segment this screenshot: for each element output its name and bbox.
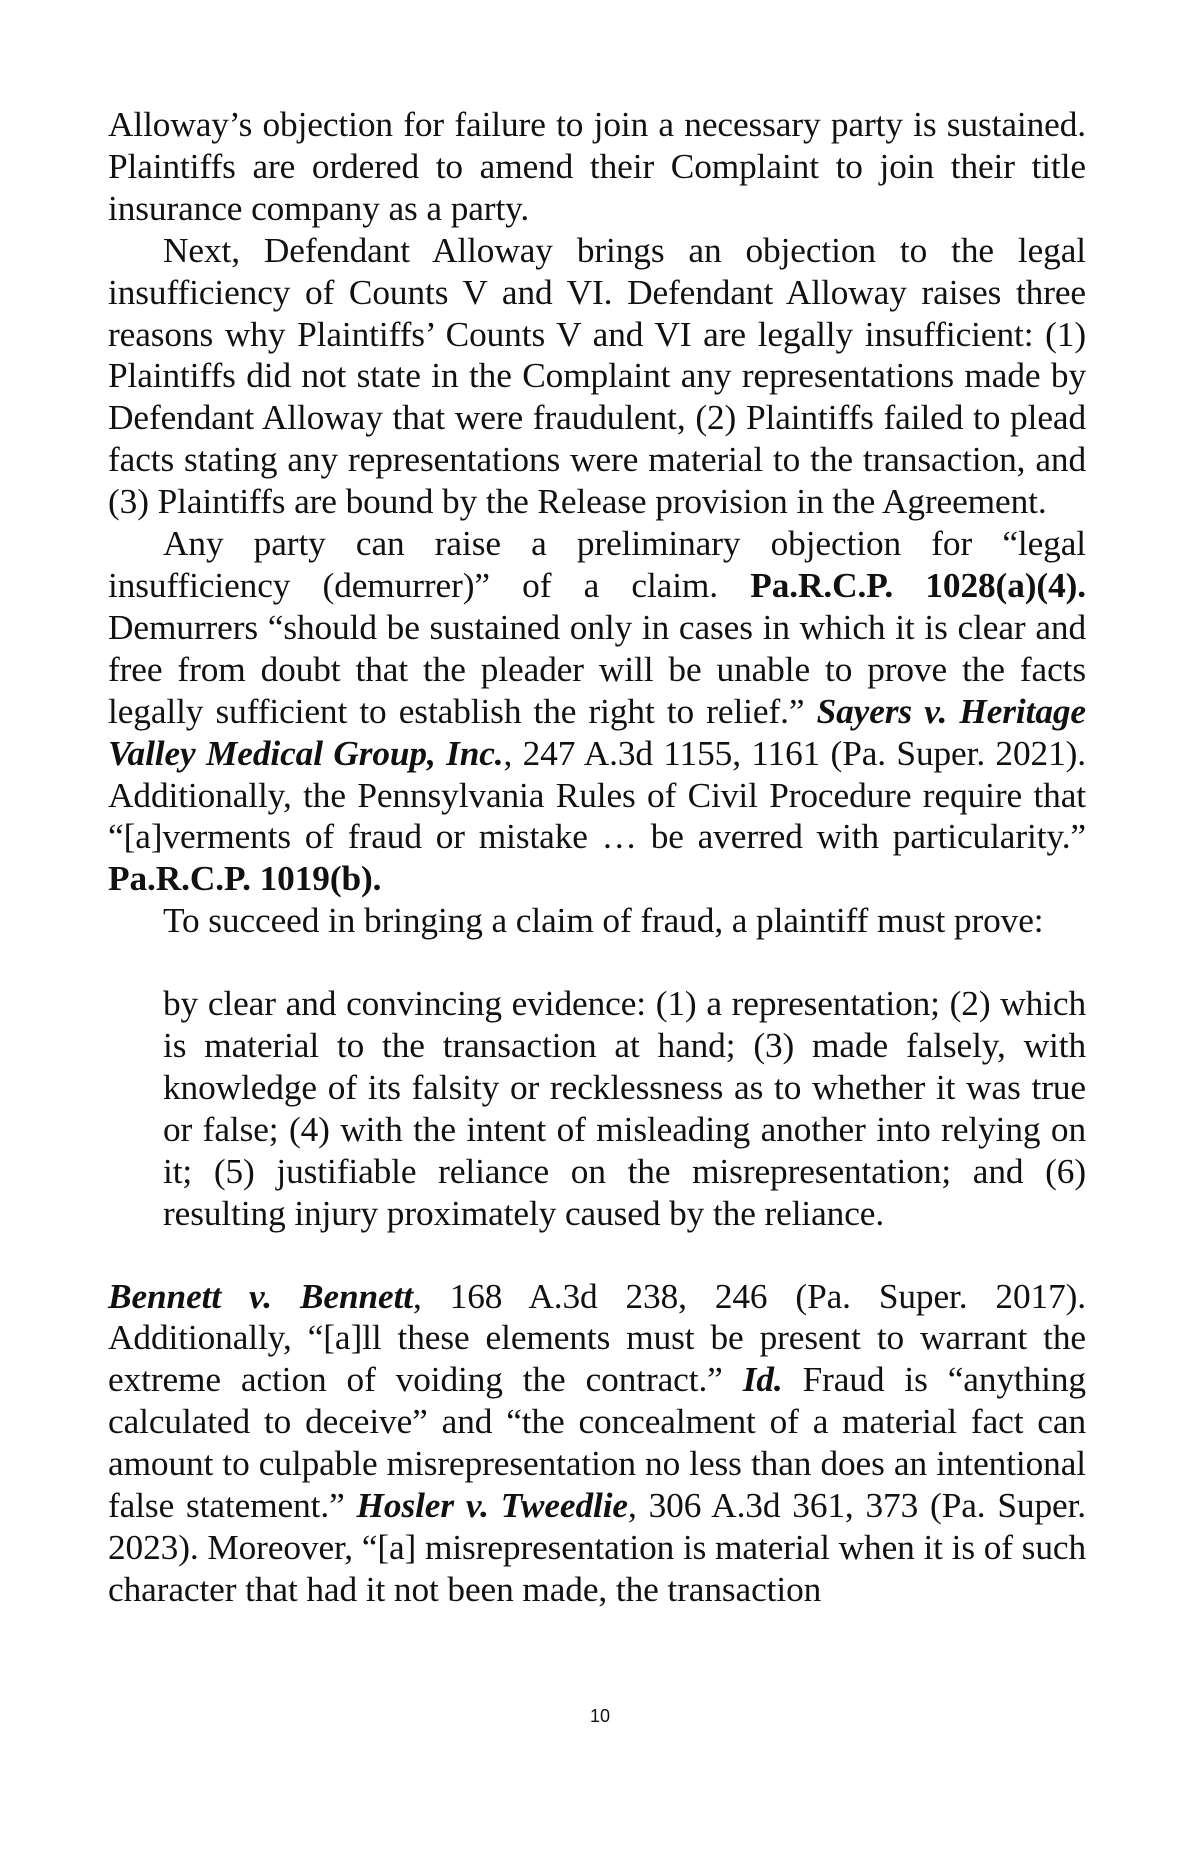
paragraph-5-text-3: , 306 A.3d 361, 373 (Pa. Super. 2023). Moreover, “[a] misrepresentation is material when it is of such character that had it not been made, the transaction <box>108 1486 1087 1609</box>
paragraph-3-text-3: , 247 A.3d 1155, 1161 (Pa. Super. 2021). Additionally, the Pennsylvania Rules of Civil Procedure require that “[a]verments of fraud or mistake … be averred with particularity.” <box>108 733 1086 857</box>
citation-id: Id. <box>742 1360 783 1400</box>
case-name-sayers: Sayers v. Heritage Valley Medical Group, Inc. <box>108 691 1086 773</box>
case-name-hosler: Hosler v. Tweedlie <box>356 1486 628 1526</box>
paragraph-5 <box>108 1276 1086 1611</box>
paragraph-3 <box>108 523 1086 900</box>
block-quote <box>163 983 1086 1234</box>
paragraph-4 <box>108 900 1086 942</box>
citation-rule-1028: Pa.R.C.P. 1028(a)(4). <box>750 565 1086 605</box>
paragraph-1-text: Alloway’s objection for failure to join a necessary party is sustained. Plaintiffs are ordered to amend their Complaint to join their title insurance company as a party. <box>108 105 1086 228</box>
paragraph-3-text-2: Demurrers “should be sustained only in cases in which it is clear and free from doubt that the pleader will be unable to prove the facts legally sufficient to establish the right to relief.” <box>108 607 1086 731</box>
citation-rule-1019: Pa.R.C.P. 1019(b). <box>108 859 382 899</box>
paragraph-5-text-1: , 168 A.3d 238, 246 (Pa. Super. 2017). Additionally, “[a]ll these elements must be present to warrant the extreme action of voiding the contract.” <box>108 1276 1087 1400</box>
paragraph-5-text-2: Fraud is “anything calculated to deceive” and “the concealment of a material fact can amount to culpable misrepresentation no less than does an intentional false statement.” <box>108 1360 1086 1526</box>
paragraph-2-text: Next, Defendant Alloway brings an objection to the legal insufficiency of Counts V and VI. Defendant Alloway raises three reasons why Plaintiffs’ Counts V and VI are legally insufficient: (1) Plaintiffs did not state in the Complaint any representations made by Defendant Alloway that were fraudulent, (2) Plaintiffs failed to plead facts stating any representations were material to the transaction, and (3) Plaintiffs are bound by the Release provision in the Agreement. <box>108 230 1086 522</box>
case-name-bennett: Bennett v. Bennett <box>108 1276 413 1316</box>
block-quote-text: by clear and convincing evidence: (1) a representation; (2) which is material to the transaction at hand; (3) made falsely, with knowledge of its falsity or recklessness as to whether it was true or false; (4) with the intent of misleading another into relying on it; (5) justifiable reliance on the misrepresentation; and (6) resulting injury proximately caused by the reliance. <box>163 984 1086 1233</box>
page-number: 10 <box>589 1706 611 1726</box>
paragraph-2 <box>108 230 1086 523</box>
paragraph-1 <box>108 104 1086 230</box>
paragraph-4-text: To succeed in bringing a claim of fraud, a plaintiff must prove: <box>163 901 1044 941</box>
paragraph-3-text-1: Any party can raise a preliminary objection for “legal insufficiency (demurrer)” of a claim. <box>108 524 1086 605</box>
document-body <box>108 104 1086 1611</box>
